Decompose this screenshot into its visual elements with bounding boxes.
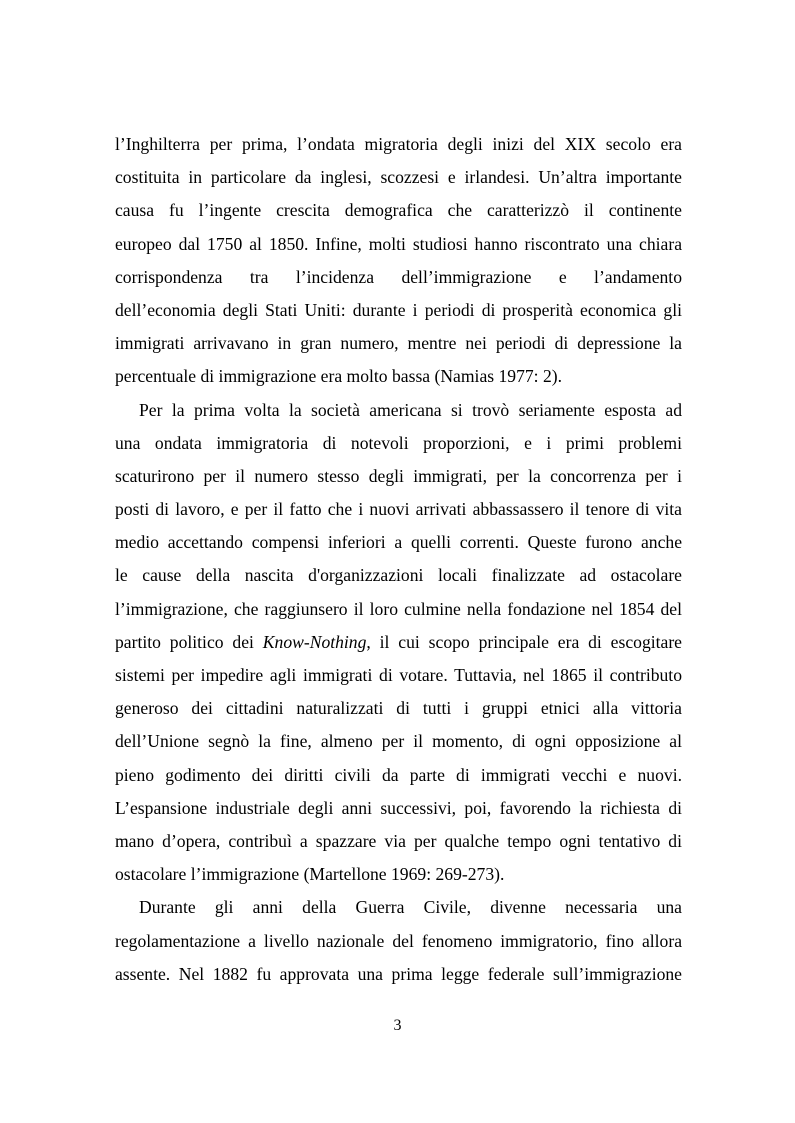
text-line: l’immigrazione, che raggiunsero il loro culmine nella fondazione nel 1854 del: [115, 598, 682, 619]
text-line: mano d’opera, contribuì a spazzare via per qualche tempo ogni tentativo di: [115, 830, 682, 851]
text-line: percentuale di immigrazione era molto bassa (Namias 1977: 2).: [115, 366, 563, 387]
text-line: pieno godimento dei diritti civili da parte di immigrati vecchi e nuovi.: [115, 764, 682, 785]
text-line: medio accettando compensi inferiori a quelli correnti. Queste furono anche: [115, 532, 682, 553]
text-line: le cause della nascita d'organizzazioni locali finalizzate ad ostacolare: [115, 565, 682, 586]
text-line: sistemi per impedire agli immigrati di votare. Tuttavia, nel 1865 il contributo: [115, 665, 682, 685]
text-line: assente. Nel 1882 fu approvata una prima legge federale sull’immigrazione: [115, 963, 682, 984]
text-line: dell’Unione segnò la fine, almeno per il momento, di ogni opposizione al: [115, 731, 682, 752]
text-line: posti di lavoro, e per il fatto che i nuovi arrivati abbassassero il tenore di vita: [115, 499, 682, 520]
italic-term: Know-Nothing: [262, 631, 367, 652]
text-line: l’Inghilterra per prima, l’ondata migratoria degli inizi del XIX secolo era: [115, 134, 682, 154]
body-text: [115, 128, 682, 991]
text-line: L’espansione industriale degli anni successivi, poi, favorendo la richiesta di: [115, 797, 682, 818]
text-line: generoso dei cittadini naturalizzati di tutti i gruppi etnici alla vittoria: [115, 698, 682, 719]
text-line: scaturirono per il numero stesso degli immigrati, per la concorrenza per i: [115, 465, 682, 486]
text-line: [115, 626, 682, 659]
text-line: ostacolare l’immigrazione (Martellone 1969: 269-273).: [115, 864, 505, 885]
text-segment: partito politico dei: [115, 631, 263, 652]
text-line: Per la prima volta la società americana si trovò seriamente esposta ad: [139, 399, 682, 420]
text-line: regolamentazione a livello nazionale del fenomeno immigratorio, fino allora: [115, 930, 682, 951]
text-line: corrispondenza tra l’incidenza dell’immigrazione e l’andamento: [115, 266, 682, 287]
paragraph: [115, 128, 682, 394]
text-line: europeo dal 1750 al 1850. Infine, molti studiosi hanno riscontrato una chiara: [115, 233, 682, 254]
text-line: causa fu l’ingente crescita demografica che caratterizzò il continente: [115, 200, 682, 221]
text-line: costituita in particolare da inglesi, scozzesi e irlandesi. Un’altra importante: [115, 167, 682, 188]
page-number: 3: [393, 1017, 402, 1034]
text-line: una ondata immigratoria di notevoli proporzioni, e i primi problemi: [115, 432, 682, 453]
paragraph: [115, 394, 682, 892]
text-line: Durante gli anni della Guerra Civile, divenne necessaria una: [139, 897, 682, 918]
text-line: dell’economia degli Stati Uniti: durante i periodi di prosperità economica gli: [115, 299, 682, 320]
text-line: immigrati arrivavano in gran numero, mentre nei periodi di depressione la: [115, 333, 682, 354]
text-segment: , il cui scopo principale era di escogitare: [366, 631, 682, 652]
paragraph: [115, 891, 682, 991]
